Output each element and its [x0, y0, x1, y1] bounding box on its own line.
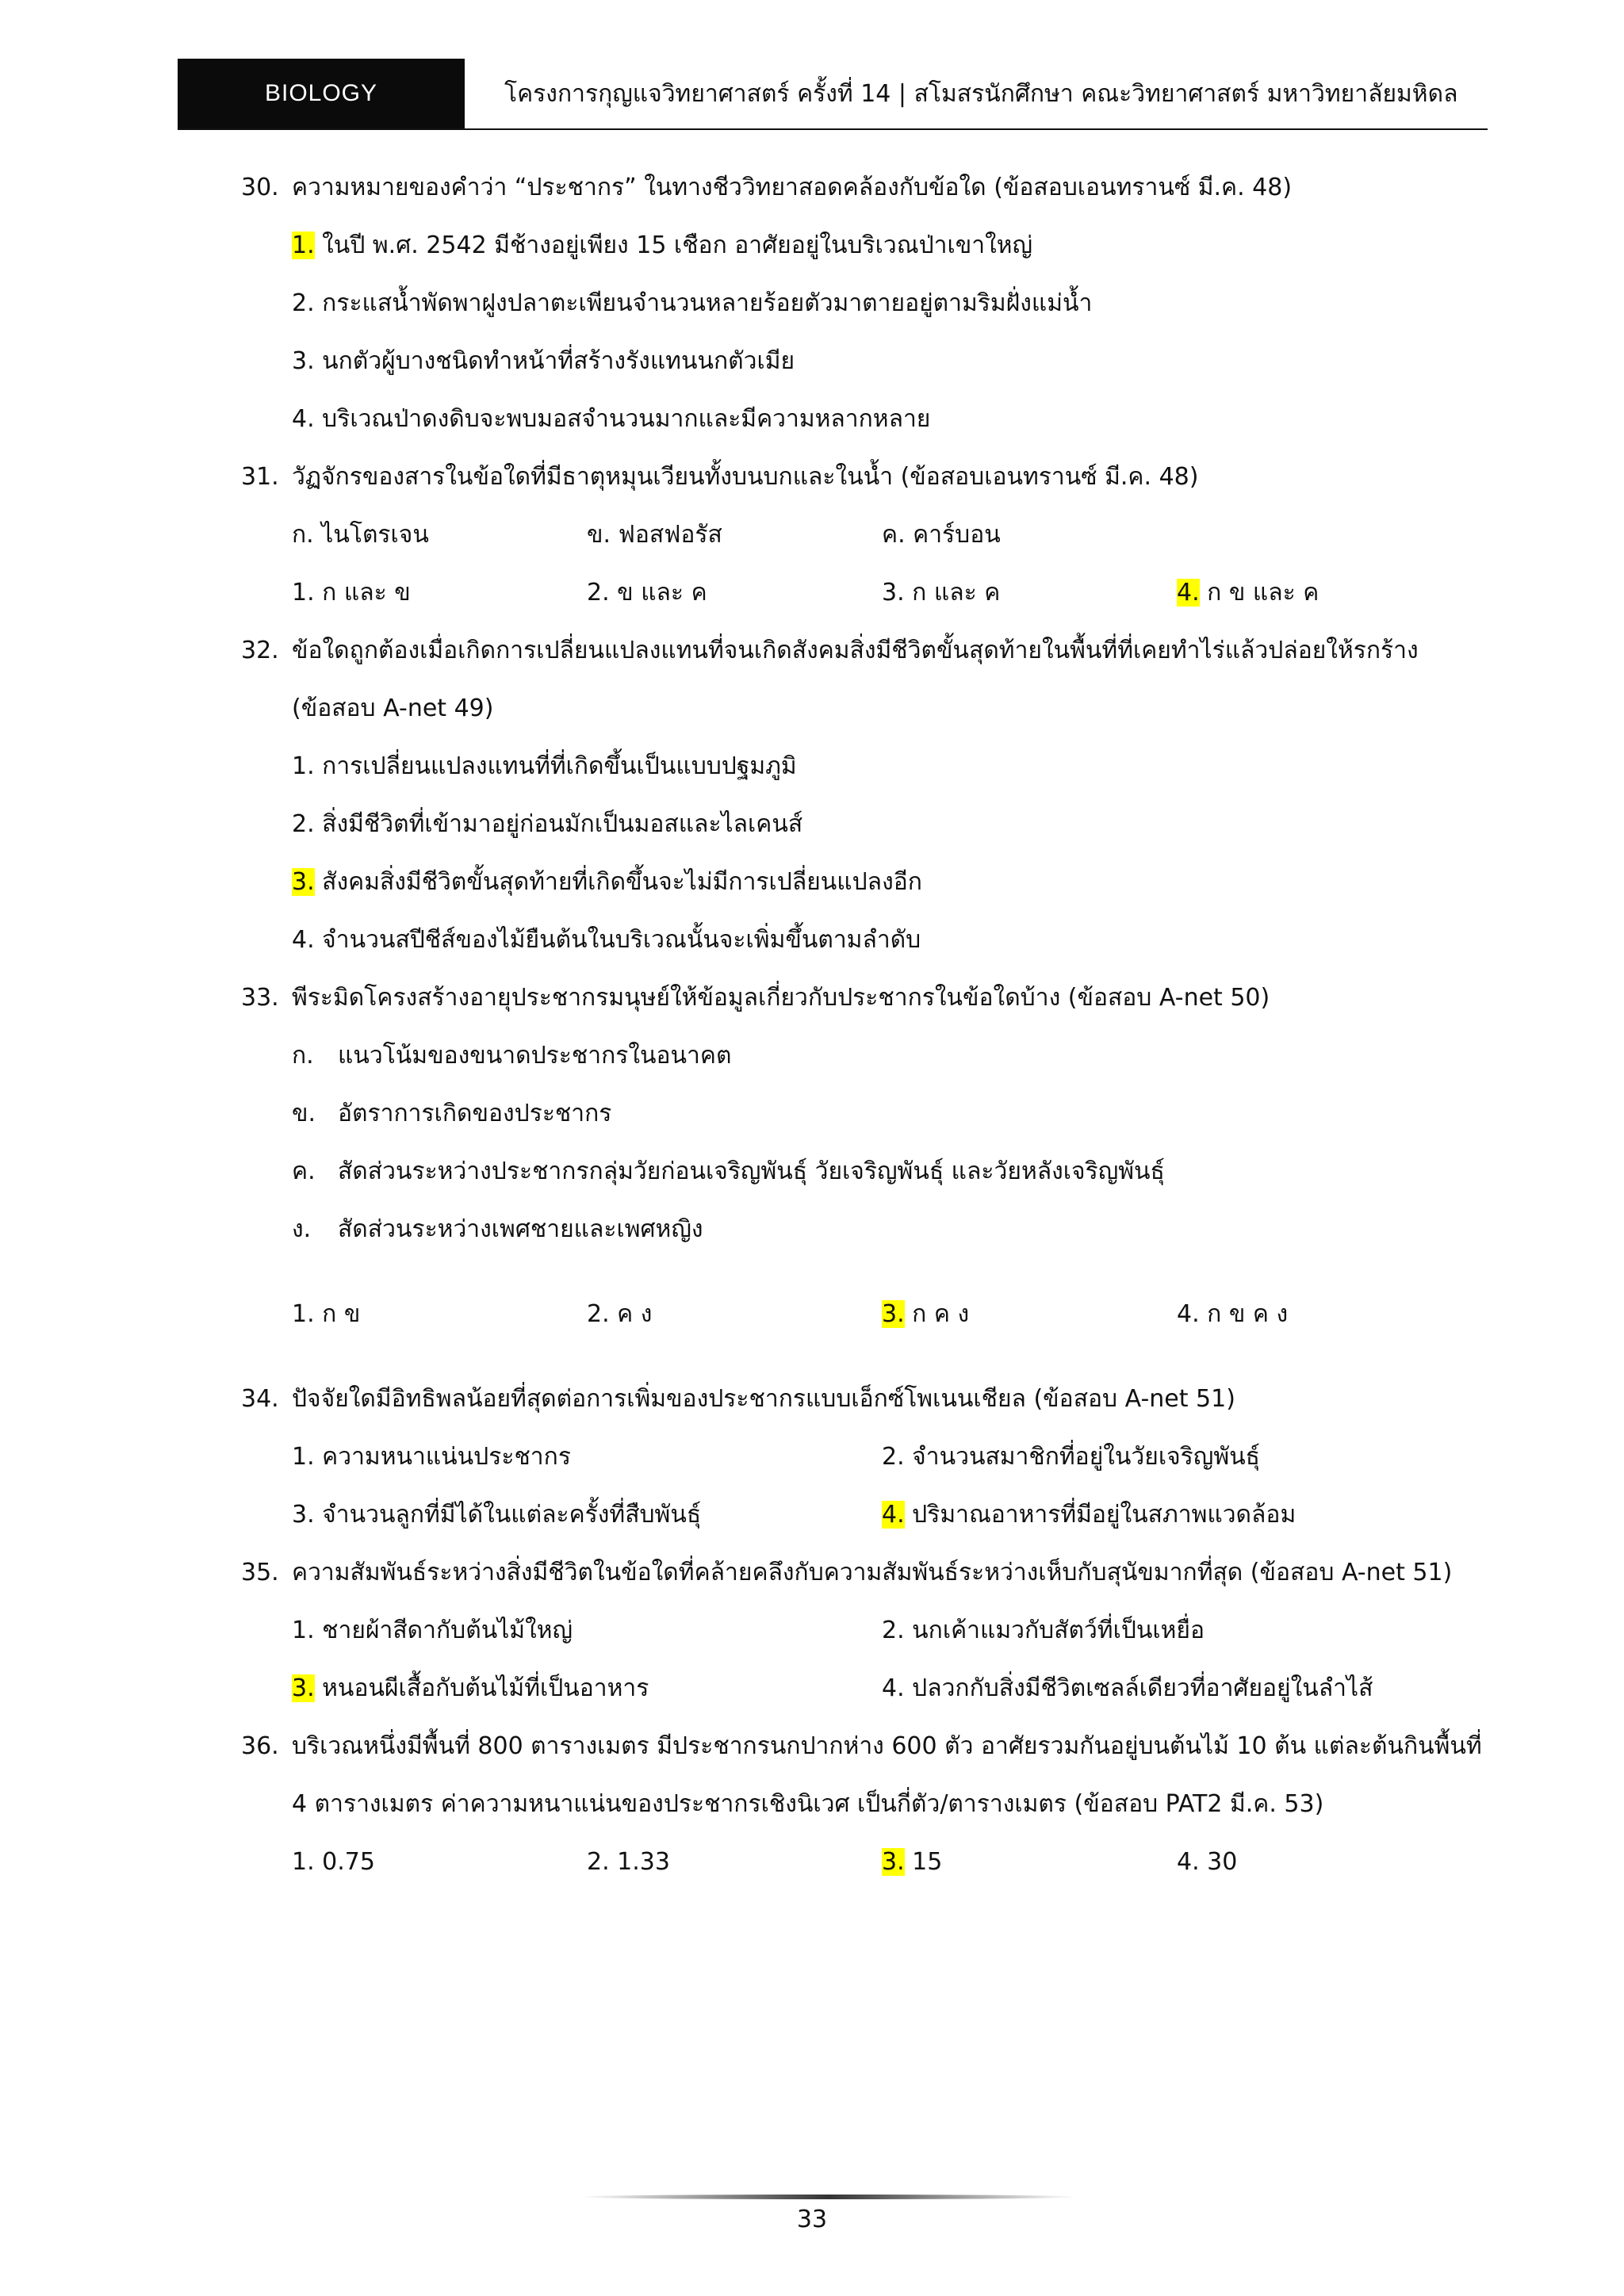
option: [882, 1659, 1472, 1717]
option-number: 1.: [292, 752, 315, 780]
option-number: 1.: [292, 1617, 315, 1644]
option: [292, 911, 1502, 969]
option: [292, 390, 1502, 448]
item: ค. คาร์บอน: [882, 521, 1001, 549]
question-text: ข้อใดถูกต้องเมื่อเกิดการเปลี่ยนแปลงแทนที่จนเกิดสังคมสิ่งมีชีวิตขั้นสุดท้ายในพื้นที่ที่เคยทำไร่แล้วปล่อยให้รกร้าง: [292, 637, 1419, 664]
question-32: [241, 622, 1502, 737]
question-text: วัฏจักรของสารในข้อใดที่มีธาตุหมุนเวียนทั้งบนบกและในน้ำ (ข้อสอบเอนทรานซ์ มี.ค. 48): [292, 463, 1199, 491]
option: [587, 1833, 882, 1891]
header-divider: [178, 128, 1488, 130]
question-list: [241, 159, 1502, 1891]
item: [241, 1085, 1502, 1142]
question-number: 36.: [241, 1732, 279, 1760]
option: [292, 564, 587, 622]
item-text: แนวโน้มของขนาดประชากรในอนาคต: [338, 1042, 732, 1070]
options-36: [241, 1833, 1502, 1891]
option: [292, 795, 1502, 853]
option-text: นกตัวผู้บางชนิดทำหน้าที่สร้างรังแทนนกตัวเมีย: [314, 347, 795, 375]
option-text: สิ่งมีชีวิตที่เข้ามาอยู่ก่อนมักเป็นมอสและไลเคนส์: [314, 810, 803, 838]
option-text: นกเค้าแมวกับสัตว์ที่เป็นเหยื่อ: [904, 1617, 1205, 1644]
option: [1177, 564, 1472, 622]
question-number: 34.: [241, 1385, 279, 1413]
option-text: จำนวนลูกที่มีได้ในแต่ละครั้งที่สืบพันธุ์: [314, 1501, 702, 1529]
option-number: 4.: [1177, 1848, 1200, 1876]
item: ก. ไนโตรเจน: [292, 521, 429, 549]
items-33: [241, 1027, 1502, 1258]
option-number: 4.: [1177, 1300, 1200, 1328]
option-number: 3.: [292, 1501, 315, 1529]
question-number: 32.: [241, 637, 279, 664]
item: [241, 1027, 1502, 1085]
footer-divider: [579, 2195, 1078, 2199]
question-30: [241, 159, 1502, 216]
option-text: การเปลี่ยนแปลงแทนที่ที่เกิดขึ้นเป็นแบบปฐมภูมิ: [314, 752, 797, 780]
option: [882, 1486, 1472, 1544]
options-34: [241, 1428, 1502, 1544]
option-text: หนอนผีเสื้อกับต้นไม้ที่เป็นอาหาร: [314, 1674, 649, 1702]
question-33: [241, 969, 1502, 1027]
page-number: 33: [796, 2206, 828, 2233]
option-number: 4.: [292, 405, 315, 433]
option-text: ชายผ้าสีดากับต้นไม้ใหญ่: [314, 1617, 573, 1644]
option-text: ก ข ค ง: [1199, 1300, 1289, 1328]
option: [292, 1659, 882, 1717]
option-number: 1.: [292, 1848, 315, 1876]
option-text: กระแสน้ำพัดพาฝูงปลาตะเพียนจำนวนหลายร้อยตัวมาตายอยู่ตามริมฝั่งแม่น้ำ: [314, 289, 1093, 317]
answer-highlight: 4.: [1177, 579, 1200, 607]
question-36: [241, 1717, 1502, 1833]
option-number: 1.: [292, 1443, 315, 1471]
option-text: 0.75: [314, 1848, 375, 1876]
option-number: 2.: [587, 1300, 610, 1328]
answer-highlight: 3.: [882, 1300, 905, 1328]
question-text: ความหมายของคำว่า “ประชากร” ในทางชีววิทยาสอดคล้องกับข้อใด (ข้อสอบเอนทรานซ์ มี.ค. 48): [292, 174, 1293, 201]
option-text: จำนวนสปีชีส์ของไม้ยืนต้นในบริเวณนั้นจะเพิ่มขึ้นตามลำดับ: [314, 926, 921, 954]
option: [292, 1428, 882, 1486]
option-text: จำนวนสมาชิกที่อยู่ในวัยเจริญพันธุ์: [904, 1443, 1260, 1471]
option: [292, 1601, 882, 1659]
option-number: 2.: [882, 1617, 905, 1644]
option: [292, 216, 1502, 274]
option-text: ในปี พ.ศ. 2542 มีช้างอยู่เพียง 15 เชือก อาศัยอยู่ในบริเวณป่าเขาใหญ่: [314, 232, 1033, 259]
answer-highlight: 3.: [882, 1848, 905, 1876]
option: [882, 1285, 1177, 1343]
option: [292, 737, 1502, 795]
option-number: 4.: [882, 1674, 905, 1702]
item: [241, 1142, 1502, 1200]
option-text: ก ข และ ค: [1199, 579, 1320, 607]
option: [1177, 1833, 1472, 1891]
option: [292, 1285, 587, 1343]
item-text: อัตราการเกิดของประชากร: [338, 1100, 612, 1127]
option-text: บริเวณป่าดงดิบจะพบมอสจำนวนมากและมีความหลากหลาย: [314, 405, 931, 433]
answer-highlight: 4.: [882, 1501, 905, 1529]
option-number: 3.: [292, 347, 315, 375]
page-header: [178, 59, 1488, 130]
option-text: ปริมาณอาหารที่มีอยู่ในสภาพแวดล้อม: [904, 1501, 1297, 1529]
option: [882, 1428, 1472, 1486]
question-number: 35.: [241, 1559, 279, 1586]
subject-label: BIOLOGY: [178, 59, 465, 128]
item: [241, 1200, 1502, 1258]
option-text: ก ค ง: [904, 1300, 970, 1328]
options-30: [241, 216, 1502, 448]
option-number: 2.: [882, 1443, 905, 1471]
question-31: [241, 448, 1502, 506]
option-text: 1.33: [609, 1848, 670, 1876]
option: [292, 274, 1502, 332]
answer-highlight: 3.: [292, 868, 315, 896]
item: ข. ฟอสฟอรัส: [587, 521, 722, 549]
option: [1177, 1285, 1472, 1343]
option-text: 15: [904, 1848, 943, 1876]
option-number: 4.: [292, 926, 315, 954]
option-number: 2.: [292, 289, 315, 317]
option-number: 3.: [882, 579, 905, 607]
option-text: ก และ ค: [904, 579, 1001, 607]
option: [292, 853, 1502, 911]
option-text: สังคมสิ่งมีชีวิตขั้นสุดท้ายที่เกิดขึ้นจะไม่มีการเปลี่ยนแปลงอีก: [314, 868, 922, 896]
option: [882, 1601, 1472, 1659]
question-number: 33.: [241, 984, 279, 1012]
item-label: ก.: [292, 1042, 314, 1070]
program-title: โครงการกุญแจวิทยาศาสตร์ ครั้งที่ 14 | สโมสรนักศึกษา คณะวิทยาศาสตร์ มหาวิทยาลัยมหิดล: [504, 79, 1458, 108]
answer-highlight: 3.: [292, 1674, 315, 1702]
answer-highlight: 1.: [292, 232, 315, 259]
item-label: ค.: [292, 1158, 316, 1185]
option-number: 1.: [292, 1300, 315, 1328]
options-31: [241, 564, 1502, 622]
question-text-continued: (ข้อสอบ A-net 49): [292, 695, 494, 722]
option-number: 1.: [292, 579, 315, 607]
option: [587, 564, 882, 622]
option: [882, 564, 1177, 622]
options-32: [241, 737, 1502, 969]
question-number: 31.: [241, 463, 279, 491]
question-number: 30.: [241, 174, 279, 201]
options-33: [241, 1285, 1502, 1343]
options-35: [241, 1601, 1502, 1717]
option-text: 30: [1199, 1848, 1238, 1876]
option-text: ปลวกกับสิ่งมีชีวิตเซลล์เดียวที่อาศัยอยู่ในลำไส้: [904, 1674, 1373, 1702]
option-number: 2.: [292, 810, 315, 838]
question-text: พีระมิดโครงสร้างอายุประชากรมนุษย์ให้ข้อมูลเกี่ยวกับประชากรในข้อใดบ้าง (ข้อสอบ A-net 50): [292, 984, 1270, 1012]
question-text: ความสัมพันธ์ระหว่างสิ่งมีชีวิตในข้อใดที่คล้ายคลึงกับความสัมพันธ์ระหว่างเห็บกับสุนัขมากที่สุด (ข้อสอบ A-net 51): [292, 1559, 1453, 1586]
items-31: [241, 506, 1502, 564]
option-text: ก ข: [314, 1300, 361, 1328]
option: [292, 1486, 882, 1544]
option-number: 2.: [587, 579, 610, 607]
option-number: 2.: [587, 1848, 610, 1876]
option: [292, 332, 1502, 390]
question-text-continued: 4 ตารางเมตร ค่าความหนาแน่นของประชากรเชิงนิเวศ เป็นกี่ตัว/ตารางเมตร (ข้อสอบ PAT2 มี.ค. 53): [292, 1790, 1324, 1818]
item-label: ง.: [292, 1215, 312, 1243]
option-text: ค ง: [609, 1300, 653, 1328]
question-text: ปัจจัยใดมีอิทธิพลน้อยที่สุดต่อการเพิ่มของประชากรแบบเอ็กซ์โพเนนเชียล (ข้อสอบ A-net 51): [292, 1385, 1235, 1413]
item-text: สัดส่วนระหว่างเพศชายและเพศหญิง: [338, 1215, 703, 1243]
option: [882, 1833, 1177, 1891]
option: [292, 1833, 587, 1891]
question-35: [241, 1544, 1502, 1601]
item-label: ข.: [292, 1100, 316, 1127]
question-34: [241, 1370, 1502, 1428]
option-text: ก และ ข: [314, 579, 411, 607]
option: [587, 1285, 882, 1343]
option-text: ความหนาแน่นประชากร: [314, 1443, 571, 1471]
question-text: บริเวณหนึ่งมีพื้นที่ 800 ตารางเมตร มีประชากรนกปากห่าง 600 ตัว อาศัยรวมกันอยู่บนต้นไม้ 10 ต้น แต่ละต้นกินพื้นที่: [292, 1732, 1482, 1760]
option-text: ข และ ค: [609, 579, 707, 607]
item-text: สัดส่วนระหว่างประชากรกลุ่มวัยก่อนเจริญพันธุ์ วัยเจริญพันธุ์ และวัยหลังเจริญพันธุ์: [338, 1158, 1165, 1185]
